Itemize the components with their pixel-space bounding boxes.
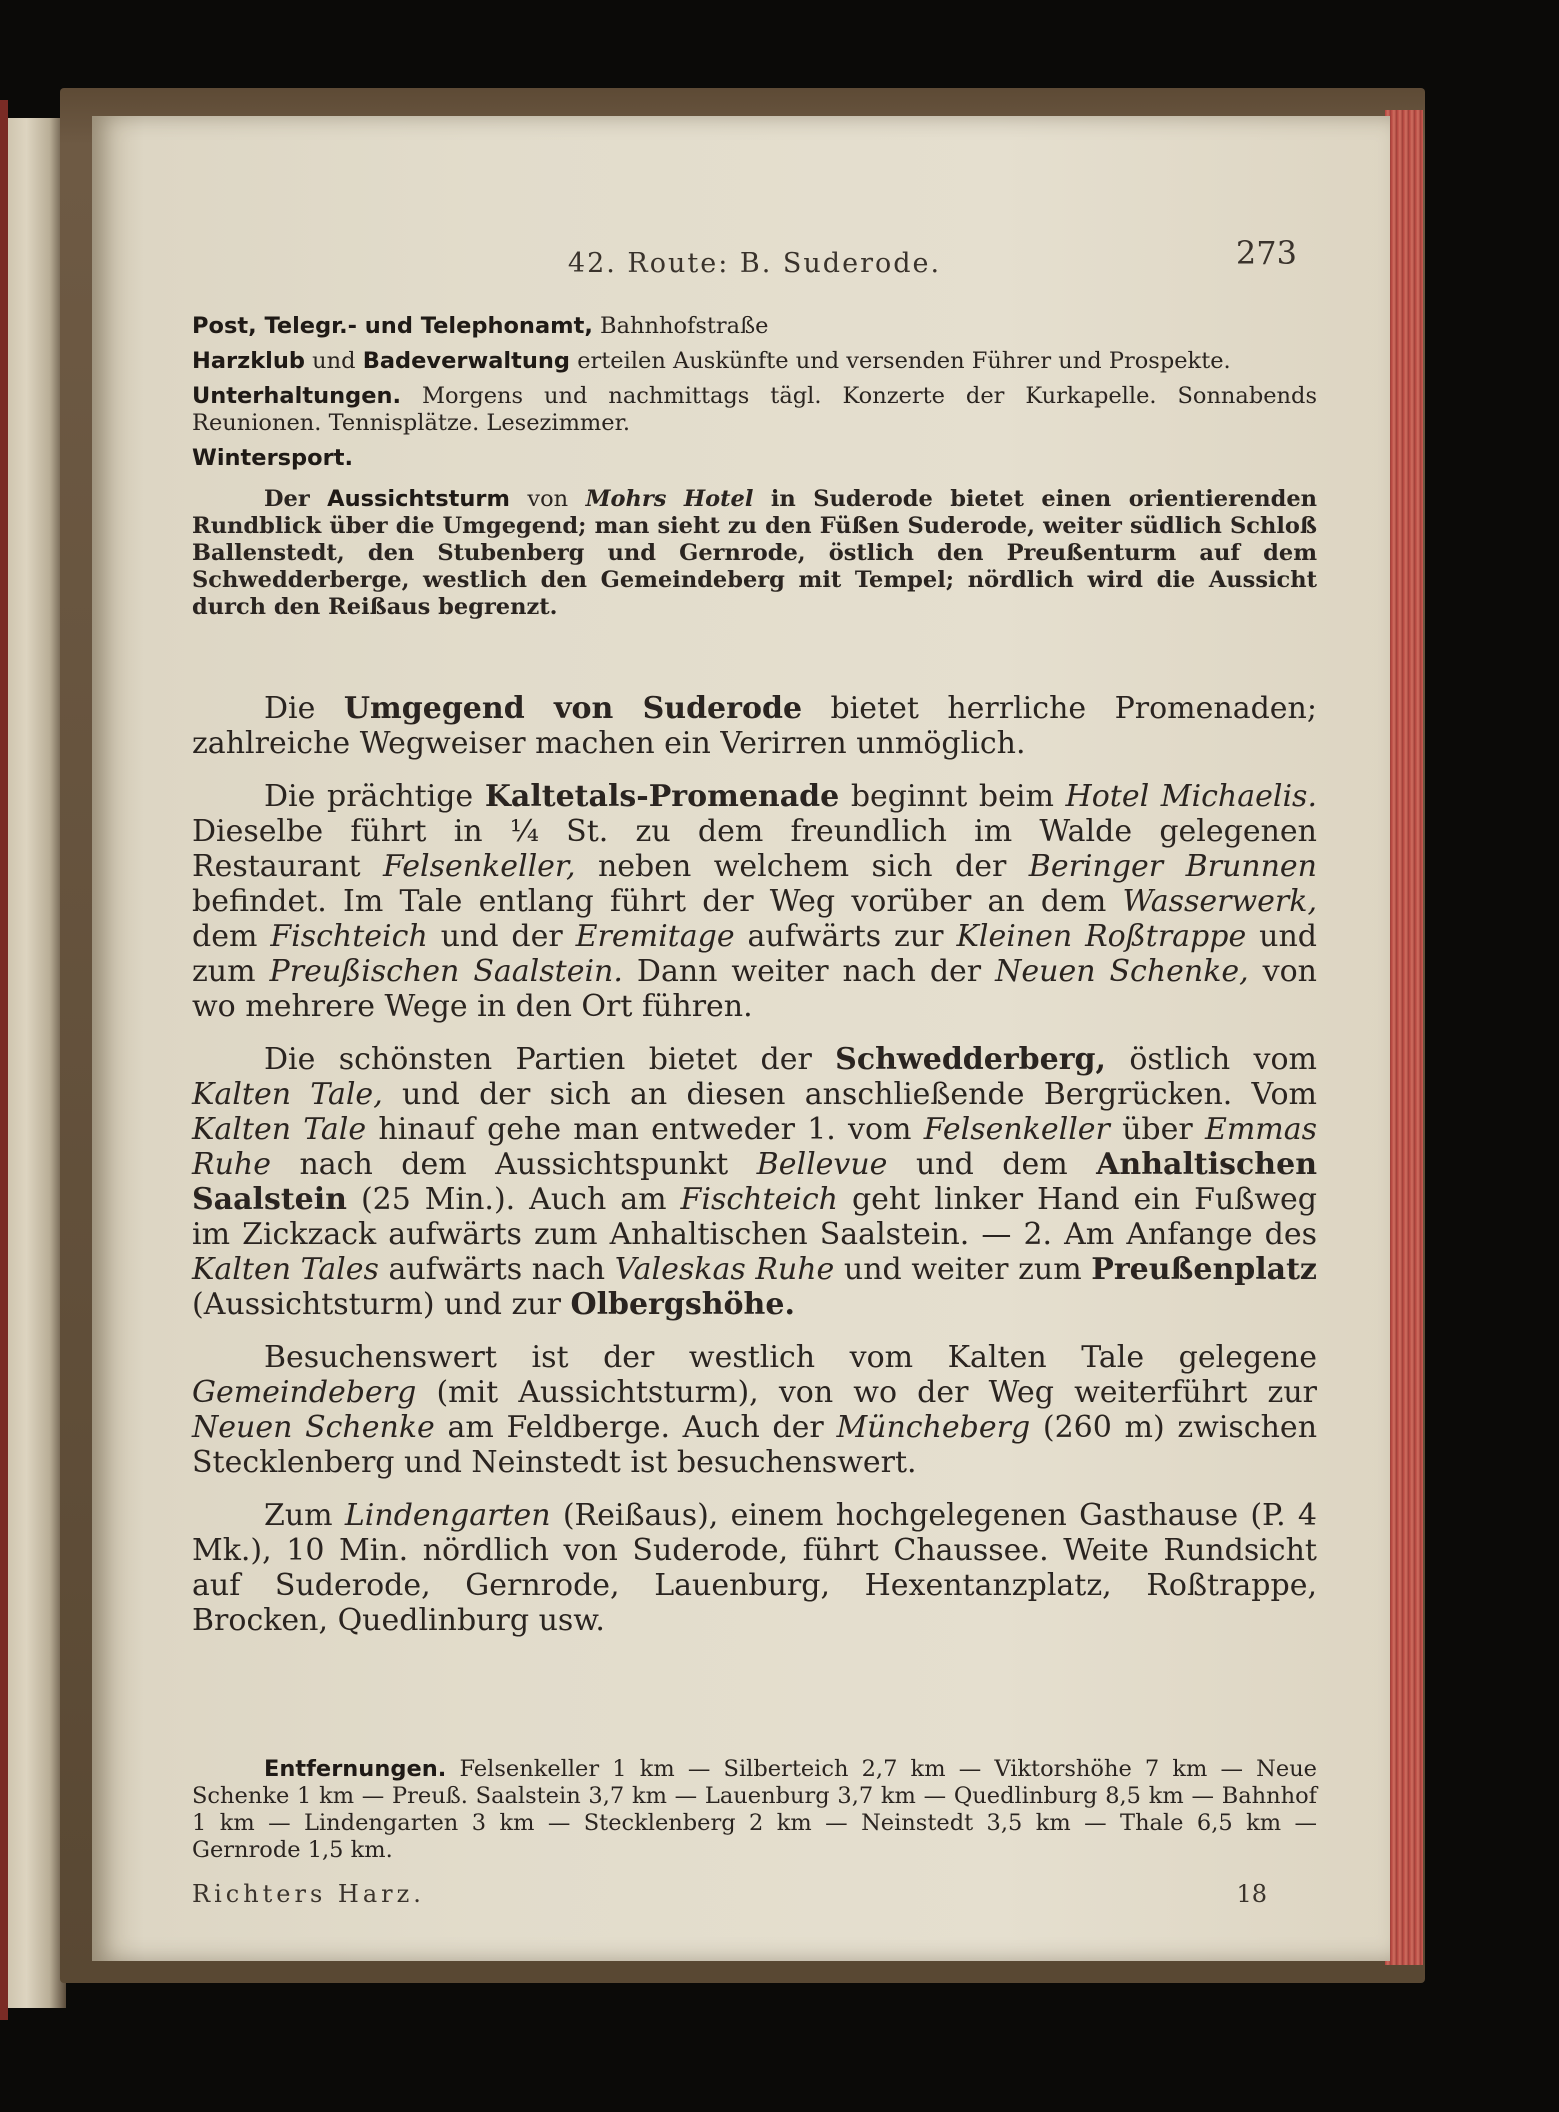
p3-i6: Fischteich: [680, 1182, 838, 1217]
p2-t8: aufwärts zur: [747, 919, 944, 954]
unterhaltungen-text: Morgens und nachmittags tägl. Konzerte der Kurkapelle. Sonnabends Reunionen. Tennisplätze. Lesezimmer.: [192, 383, 1317, 436]
p3-t8: (25 Min.). Auch am: [360, 1182, 667, 1217]
p3-i5: Bellevue: [756, 1147, 888, 1182]
badeverwaltung-label: Badeverwaltung: [362, 348, 571, 374]
p5-t2: (Reißaus), einem hochgelegenen Gasthause (P. 4 Mk.), 10 Min. nördlich von Suderode, führt Chaussee. Weite Rundsicht auf Suderode, Gernrode, Lauenburg, Hexentanzplatz, Roßtrappe, Brocken, Quedlinburg usw.: [192, 1498, 1317, 1638]
p4-i2: Neuen Schenke: [192, 1410, 435, 1445]
distances-block: [192, 1756, 1317, 1864]
paragraph-lindengarten: [192, 1498, 1317, 1638]
p3-t6: nach dem Aussichtspunkt: [299, 1147, 729, 1182]
p2-t10: Dann weiter nach der: [636, 954, 982, 989]
p3-t1: Die schönsten Partien bietet der: [264, 1042, 812, 1077]
aussichtsturm-label: Aussichtsturm: [327, 486, 510, 512]
info-block: [192, 313, 1317, 621]
p2-t3: Dieselbe führt in ¼ St. zu dem freundlich im Walde gelegenen Restaurant: [192, 814, 1317, 884]
p2-i3: Beringer Brunnen: [1028, 849, 1317, 884]
p3-t10: aufwärts nach: [388, 1252, 606, 1287]
p3-i2: Kalten Tale: [192, 1112, 367, 1147]
sheet-number: 18: [1236, 1880, 1267, 1908]
p3-b4: Olbergshöhe.: [570, 1287, 795, 1322]
turm-text-1: Der: [264, 486, 310, 512]
paragraph-umgegend: [192, 691, 1317, 761]
p3-b2: Anhaltischen Saalstein: [192, 1147, 1318, 1217]
p4-t3: am Feldberge. Auch der: [447, 1410, 824, 1445]
p3-i8: Valeskas Ruhe: [614, 1252, 835, 1287]
page-header: [192, 234, 1317, 294]
p2-t1: Die prächtige: [264, 779, 474, 814]
p3-t9: geht linker Hand ein Fußweg im Zickzack aufwärts zum Anhaltischen Saalstein. — 2. Am Anfange des: [192, 1182, 1317, 1252]
book-page: [92, 116, 1390, 1961]
p3-b3: Preußenplatz: [1091, 1252, 1317, 1287]
p3-t2: östlich vom: [1129, 1042, 1317, 1077]
p3-t11: und weiter zum: [843, 1252, 1082, 1287]
p2-i8: Preußischen Saalstein.: [269, 954, 623, 989]
p4-i1: Gemeindeberg: [192, 1375, 417, 1410]
p3-i4: Emmas Ruhe: [192, 1112, 1318, 1182]
p2-i5: Fischteich: [270, 919, 428, 954]
wintersport-line: [192, 445, 1317, 472]
post-text: Bahnhofstraße: [600, 313, 769, 339]
paragraph-gemeindeberg: [192, 1340, 1317, 1480]
p2-t4: neben welchem sich der: [597, 849, 1007, 884]
p2-i6: Eremitage: [575, 919, 735, 954]
unterhaltungen-label: Unterhaltungen.: [192, 383, 402, 409]
post-line: [192, 313, 1317, 340]
paragraph-kaltetal: [192, 779, 1317, 1024]
harzklub-label: Harzklub: [192, 348, 306, 374]
p1-t1: Die: [264, 691, 316, 726]
p2-i2: Felsenkeller,: [383, 849, 576, 884]
turm-hotel: Mohrs Hotel: [585, 486, 754, 512]
main-text: [192, 691, 1317, 1656]
post-label: Post, Telegr.- und Telephonamt,: [192, 313, 593, 339]
p2-i9: Neuen Schenke,: [995, 954, 1249, 989]
p3-t7: und dem: [915, 1147, 1068, 1182]
p2-t2: beginnt beim: [850, 779, 1054, 814]
harzklub-und: und: [312, 348, 356, 374]
turm-text-3: in Suderode bietet einen orientierenden Rundblick über die Umgegend; man sieht zu den Füßen Suderode, weiter südlich Schloß Ballenstedt, den Stubenberg und Gernrode, östlich den Preußenturm auf dem Schwedderberge, westlich den Gemeindeberg mit Tempel; nördlich wird die Aussicht durch den Reißaus begrenzt.: [192, 486, 1318, 620]
distances-label: Entfernungen.: [264, 1756, 447, 1782]
p2-i4: Wasserwerk,: [1122, 884, 1317, 919]
p2-t5: befindet. Im Tale entlang führt der Weg vorüber an dem: [192, 884, 1107, 919]
running-head: 42. Route: B. Suderode.: [567, 248, 942, 279]
p1-t2: bietet herrliche Promenaden; zahlreiche Wegweiser machen ein Verirren unmöglich.: [192, 691, 1317, 761]
p2-t6: dem: [192, 919, 258, 954]
p5-i1: Lindengarten: [344, 1498, 551, 1533]
p2-i1: Hotel Michaelis.: [1065, 779, 1317, 814]
p3-i3: Felsenkeller: [923, 1112, 1110, 1147]
footer-signature: Richters Harz.: [192, 1880, 425, 1908]
p2-i7: Kleinen Roßtrappe: [956, 919, 1247, 954]
page-footer: [192, 1880, 1317, 1916]
p3-i7: Kalten Tales: [192, 1252, 379, 1287]
p4-t4: (260 m) zwischen Stecklenberg und Neinstedt ist besuchenswert.: [192, 1410, 1318, 1480]
p3-i1: Kalten Tale,: [192, 1077, 383, 1112]
paragraph-schwedderberg: [192, 1042, 1317, 1322]
p3-t5: über: [1122, 1112, 1193, 1147]
aussichtsturm-paragraph: [192, 486, 1317, 621]
page-edges: [1385, 110, 1423, 1965]
p4-i3: Müncheberg: [836, 1410, 1031, 1445]
page-number: 273: [1235, 234, 1297, 272]
turm-text-2: von: [527, 486, 569, 512]
p2-t7: und der: [440, 919, 563, 954]
p3-t4: hinauf gehe man entweder 1. vom: [378, 1112, 912, 1147]
p3-b1: Schwedderberg,: [835, 1042, 1106, 1077]
wintersport-label: Wintersport.: [192, 445, 354, 471]
harzklub-line: [192, 348, 1317, 375]
p5-t1: Zum: [264, 1498, 333, 1533]
unterhaltungen-line: [192, 383, 1317, 437]
left-page-edge: [0, 118, 66, 2008]
distances-paragraph: [192, 1756, 1317, 1864]
p3-t12: (Aussichtsturm) und zur: [192, 1287, 561, 1322]
p4-t2: (mit Aussichtsturm), von wo der Weg weiterführt zur: [436, 1375, 1317, 1410]
p2-b1: Kaltetals-Promenade: [484, 779, 840, 814]
p2-t9: und zum: [192, 919, 1317, 989]
p4-t1: Besuchenswert ist der westlich vom Kalten Tale gelegene: [264, 1340, 1317, 1375]
p3-t3: und der sich an diesen anschließende Bergrücken. Vom: [401, 1077, 1317, 1112]
p1-b1: Umgegend von Suderode: [343, 691, 803, 726]
p2-t11: von wo mehrere Wege in den Ort führen.: [192, 954, 1318, 1024]
left-cover-edge: [0, 100, 8, 2020]
distances-text: Felsenkeller 1 km — Silberteich 2,7 km — Viktorshöhe 7 km — Neue Schenke 1 km — Preuß. Saalstein 3,7 km — Lauenburg 3,7 km — Quedlinburg 8,5 km — Bahnhof 1 km — Lindengarten 3 km — Stecklenberg 2 km — Neinstedt 3,5 km — Thale 6,5 km — Gernrode 1,5 km.: [192, 1756, 1317, 1863]
harzklub-text: erteilen Auskünfte und versenden Führer und Prospekte.: [577, 348, 1231, 374]
